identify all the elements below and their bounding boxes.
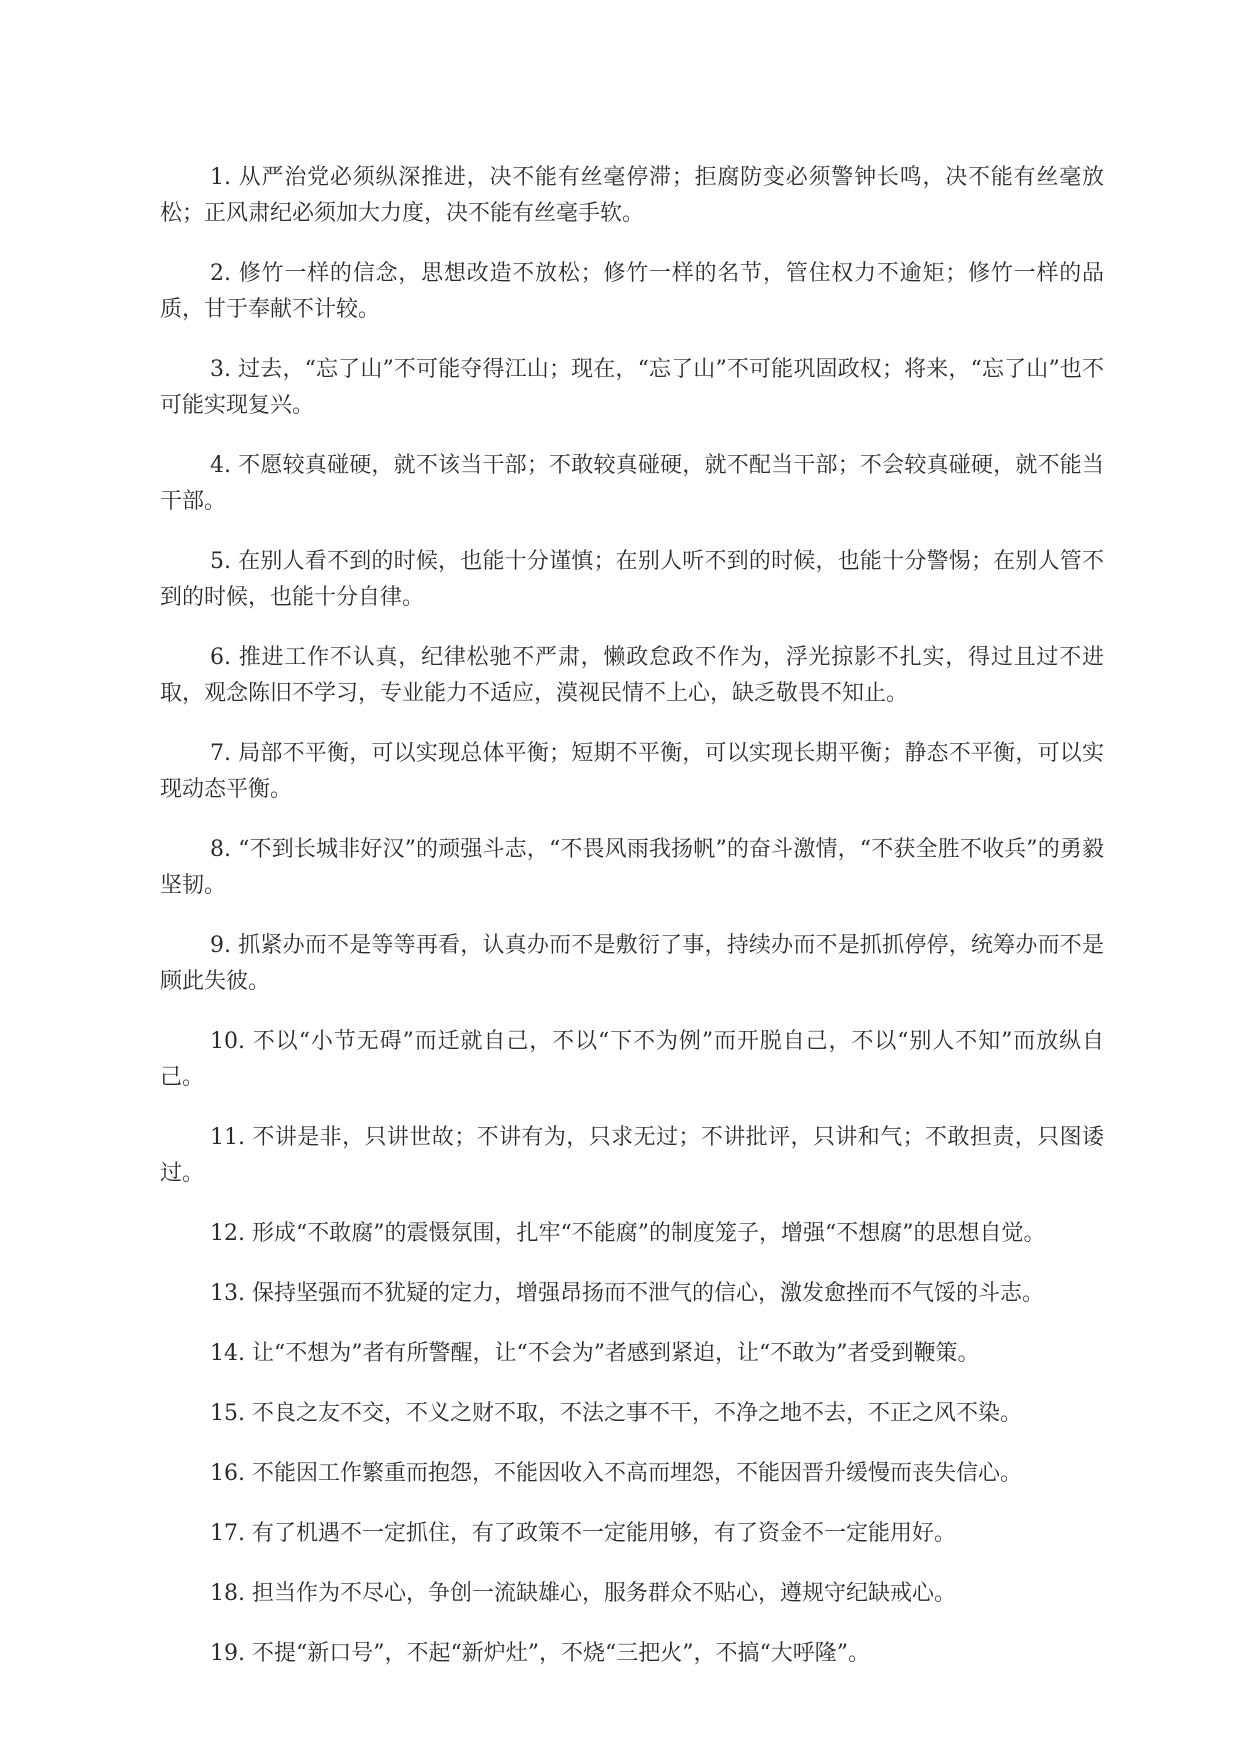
list-item: 15. 不良之友不交，不义之财不取，不法之事不干，不净之地不去，不正之风不染。 [210,1401,1022,1426]
list-item: 4. 不愿较真碰硬，就不该当干部；不敢较真碰硬，就不配当干部；不会较真碰硬，就不能当干部。 [160,453,1104,514]
list-item: 6. 推进工作不认真，纪律松驰不严肃，懒政怠政不作为，浮光掠影不扎实，得过且过不进取，观念陈旧不学习，专业能力不适应，漠视民情不上心，缺乏敬畏不知止。 [160,645,1104,706]
list-item: 11. 不讲是非，只讲世故；不讲有为，只求无过；不讲批评，只讲和气；不敢担责，只图诿过。 [160,1125,1104,1186]
document-body [160,160,1104,1696]
list-item: 19. 不提“新口号”，不起“新炉灶”，不烧“三把火”，不搞“大呼隆”。 [210,1641,870,1666]
list-item: 2. 修竹一样的信念，思想改造不放松；修竹一样的名节，管住权力不逾矩；修竹一样的品质，甘于奉献不计较。 [160,261,1104,322]
list-item: 3. 过去，“忘了山”不可能夺得江山；现在，“忘了山”不可能巩固政权；将来，“忘了山”也不可能实现复兴。 [160,357,1104,418]
list-item: 8. “不到长城非好汉”的顽强斗志，“不畏风雨我扬帆”的奋斗激情，“不获全胜不收兵”的勇毅坚韧。 [160,837,1104,898]
list-item: 9. 抓紧办而不是等等再看，认真办而不是敷衍了事，持续办而不是抓抓停停，统筹办而不是顾此失彼。 [160,933,1104,994]
list-item: 7. 局部不平衡，可以实现总体平衡；短期不平衡，可以实现长期平衡；静态不平衡，可以实现动态平衡。 [160,741,1104,802]
list-item: 17. 有了机遇不一定抓住，有了政策不一定能用够，有了资金不一定能用好。 [210,1521,956,1546]
list-item: 5. 在别人看不到的时候，也能十分谨慎；在别人听不到的时候，也能十分警惕；在别人管不到的时候，也能十分自律。 [160,549,1104,610]
list-item: 1. 从严治党必须纵深推进，决不能有丝毫停滞；拒腐防变必须警钟长鸣，决不能有丝毫放松；正风肃纪必须加大力度，决不能有丝毫手软。 [160,165,1104,226]
list-item: 12. 形成“不敢腐”的震慑氛围，扎牢“不能腐”的制度笼子，增强“不想腐”的思想自觉。 [210,1221,1046,1246]
list-item: 14. 让“不想为”者有所警醒，让“不会为”者感到紧迫，让“不敢为”者受到鞭策。 [210,1341,980,1366]
list-item: 10. 不以“小节无碍”而迁就自己，不以“下不为例”而开脱自己，不以“别人不知”而放纵自己。 [160,1029,1104,1090]
list-item: 16. 不能因工作繁重而抱怨，不能因收入不高而埋怨，不能因晋升缓慢而丧失信心。 [210,1461,1022,1486]
list-item: 18. 担当作为不尽心，争创一流缺雄心，服务群众不贴心，遵规守纪缺戒心。 [210,1581,956,1606]
list-item: 13. 保持坚强而不犹疑的定力，增强昂扬而不泄气的信心，激发愈挫而不气馁的斗志。 [210,1281,1044,1306]
